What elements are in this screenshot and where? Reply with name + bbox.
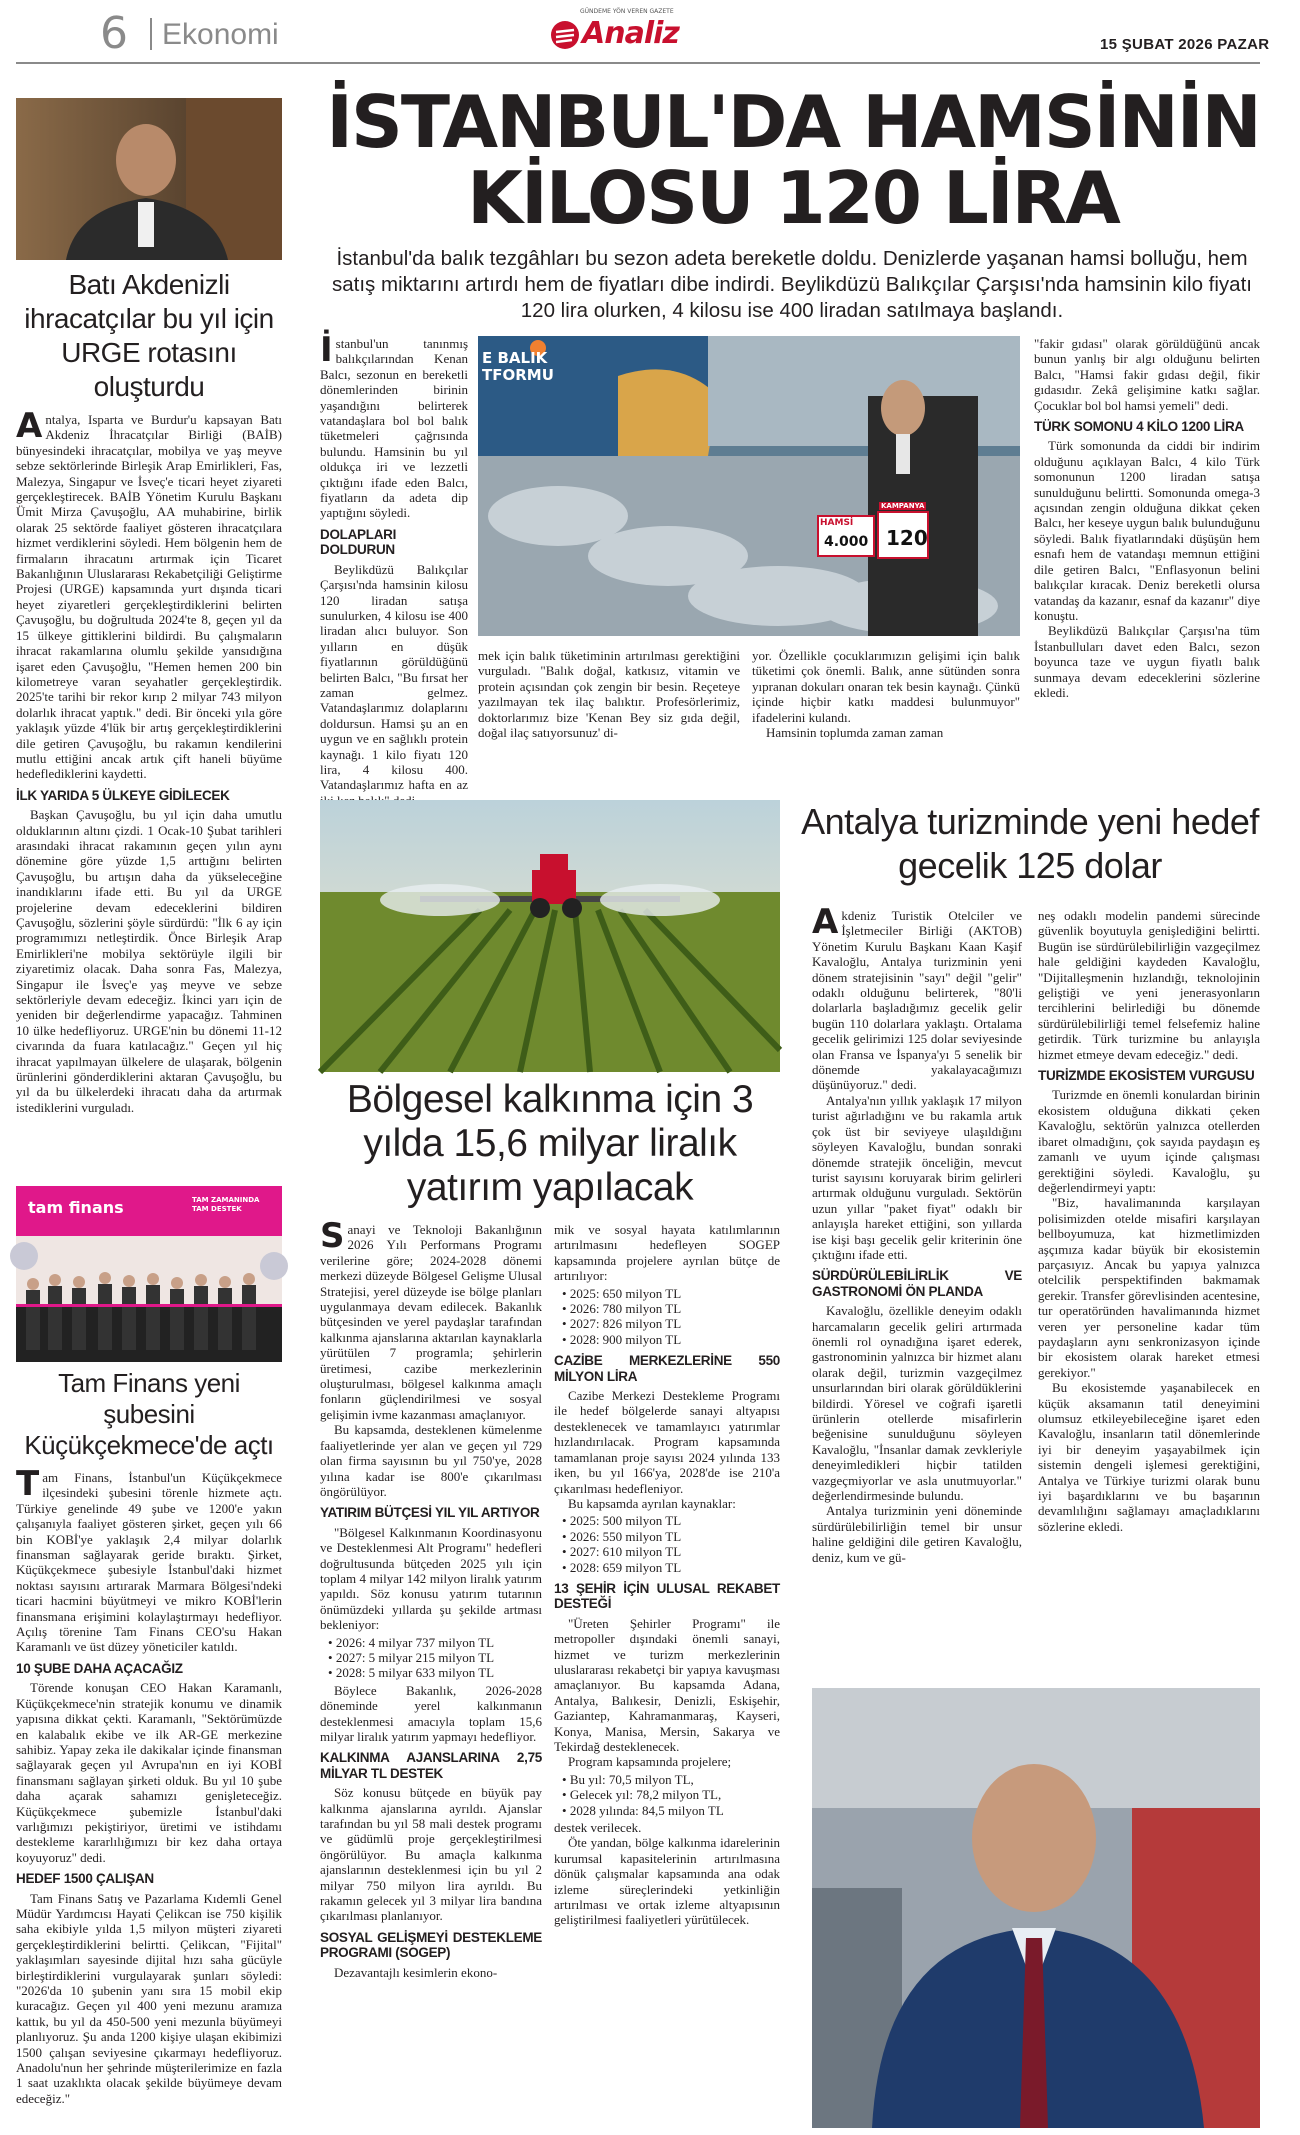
main-col3-subhead: TÜRK SOMONU 4 KİLO 1200 LİRA [1034, 419, 1244, 435]
mid-col2 [554, 1222, 780, 2128]
brand-tagline: GÜNDEME YÖN VEREN GAZETE [580, 8, 674, 15]
fish-market-sign: E BALIK TFORMU [482, 349, 554, 384]
mid-col1-p1: Sanayi ve Teknoloji Bakanlığının 2026 Yılı Performans Programı verilerine göre; 2024-2028 dönemi merkezi düzeyde Bölgesel Gelişme Ulusal Stratejisi, yerel düzeyde ise bölge planları uygulanmaya devam edilecek. Bakanlık bütçesinden ve yerel paydaşlar tarafından kalkınma ajanslarına aktarılan kaynaklarla yürütülen 7 programla; şehirlerin üretimesi, cazibe merkezlerinin oluşturulması, bölgesel kalkınma amaçlı fonların güçlendirilmesi ve sosyal gelişimin ivme kazanması amaçlanıyor. [320, 1216, 542, 1422]
mid-col1-list-item: • 2028: 5 milyar 633 milyon TL [328, 1665, 542, 1680]
header-divider-short [150, 18, 152, 50]
mid-story-headline: Bölgesel kalkınma için 3 yılda 15,6 milyar liralık yatırım yapılacak [346, 1078, 754, 1209]
right-col2-p3: "Biz, havalimanında karşılayan polisimizden otelde misafiri karşılayan bellboyumuza, kat hizmetlimizden aşçımıza kadar büyük bir ekosistemin parçasıyız. Ancak bu yapıya yalnızca otelcilik perspektifinden bakmamak gerekir. Transfer görevlisinden acentesine, tur operatöründen havalimanında hizmet veren yer personeline kadar tüm paydaşların aynı senkronizasyon içinde bir ekosistem olarak hareket etmesi gerekiyor." [1038, 1195, 1260, 1380]
left-story2-subhead2: HEDEF 1500 ÇALIŞAN [16, 1871, 154, 1887]
mid-col1-p3: "Bölgesel Kalkınmanın Koordinasyonu ve Desteklenmesi Alt Programı" hedefleri doğrultusunda bütçeden 2025 yılı için toplam 4 milyar 142 milyon liralık yatırım yapıldı. Söz konusu yatırım tutarının önümüzdeki yıllarda şu şekilde artması bekleniyor: [320, 1524, 542, 1633]
issue-date: 15 ŞUBAT 2026 PAZAR [1100, 36, 1270, 53]
mid-col1-p2: Bu kapsamda, desteklenen kümelenme faaliyetlerinde yer alan ve geçen yıl 729 olan firma sayısının bu yıl 750'ye, 2028 yılına kadar ise 800'e çıkarılması öngörülüyor. [320, 1422, 542, 1499]
brand-logo [550, 8, 730, 54]
mid-col2-p7: Öte yandan, bölge kalkınma idarelerinin kurumsal kapasitelerinin artırılmasına dönük çalışmalar kapsamında ana odak izleme süreçlerindeki yetkinliğin artırılması ve ortak izleme altyapısının geliştirilmesi faaliyetleri yürütülecek. [554, 1835, 780, 1928]
right-col1-p3: Kavaloğlu, özellikle deneyim odaklı harcamaların gecelik geliri artırmada önemli rol oynadığına işaret ederek, gastronominin yalnızca bir hizmet alanı olarak değil, turizmin vazgeçilmez unsurlarından biri olarak görüldüklerini bildirdi. Yöresel ve coğrafi işaretli ürünlerin otellerde misafirlerin beğenisine sunulduğunu söyleyen Kavaloğlu, "İnsanlar damak zevkleriyle deneyimledikleri hiçbir tatilden vazgeçmiyorlar ve asla unutmuyorlar." değerlendirmesinde bulundu. [812, 1303, 1022, 1504]
left-story1-subhead: İLK YARIDA 5 ÜLKEYE GİDİLECEK [16, 787, 230, 803]
brand-name: Analiz [582, 16, 679, 51]
price-tag-label: HAMSİ [820, 518, 854, 528]
mid-col1-p5: Söz konusu bütçede en büyük pay kalkınma ajanslarına ayrıldı. Ajanslar tarafından bu yıl 58 mali destek programı ve güdümlü proje gerçekleştirilmesi öngörülüyor. Bu amaçla kalkınma ajanslarının desteklenmesi için bu yıl 2 milyar 750 milyon lira ayrıldı. Bu rakamın gelecek yıl 3 milyar lira bandına çıkarılması planlanıyor. [320, 1785, 542, 1924]
main-under-col2 [752, 648, 1020, 740]
mid-col2-p2: Cazibe Merkezi Destekleme Programı ile hedef bölgelerde sanayi altyapısı desteklenecek ve tamamlayıcı yatırımlar hızlandırılacak. Program kapsamında tamamlanan proje sayısı 2024 yılında 133 iken, bu yıl 166'ya, 2028'de ise 210'a çıkarılması hedefleniyor. [554, 1388, 780, 1496]
mid-col2-list-item: • 2028: 900 milyon TL [562, 1332, 780, 1347]
right-col2 [1038, 908, 1260, 1682]
mid-col2-list3 [562, 1772, 780, 1818]
mid-col2-list-item: • 2027: 610 milyon TL [562, 1544, 780, 1559]
tamfinans-opening-photo [16, 1186, 282, 1362]
right-col2-p4: Bu ekosistemde yaşanabilecek en küçük aksamanın tatil deneyimini olumsuz etkileyebileceğine işaret eden Kavaloğlu, insanların tatil dönemlerinde iyi bir deneyim yaşayabilmek için sistemin dengeli işlemesi gerektiğini, Antalya ve Türkiye turizmi olarak bunu iyi başardıklarını ve bu başarının devamlılığını sağlamayı amaçladıklarını sözlerine ekledi. [1038, 1380, 1260, 1534]
right-col1-p4: Antalya turizminin yeni döneminde sürdürülebilirliğin temel bir unsur haline geldiğini dile getiren Kavaloğlu, deniz, kum ve gü- [812, 1503, 1022, 1565]
mid-col1-subhead3: SOSYAL GELİŞMEYİ DESTEKLEME PROGRAMI (SOGEP) [320, 1929, 542, 1961]
main-col1-subhead1: DOLAPLARI DOLDURUN [320, 526, 397, 558]
mid-col1-list [328, 1635, 542, 1681]
main-under-col1: mek için balık tüketiminin artırılması gerektiğini vurguladı. "Balık doğal, katkısız, vitamin ve protein açısından çok zengin bir besin. Reçeteye yazılmayan tek ilaç balıktır. Profesörlerimiz, doktorlarımız bize 'Kenan Bey siz gıda değil, doğal ilaç satıyorsunuz' di- [478, 648, 740, 741]
main-col1 [320, 330, 468, 836]
main-col1-p1: İstanbul'un tanınmış balıkçılarından Kenan Balcı, sezonun en bereketli dönemlerinden birinin yaşandığını belirterek vatandaşlara bol bol balık tüketmeleri çağrısında bulundu. Hamsinin bu yıl oldukça iri ve lezzetli çıktığını ifade eden Balcı, fiyatların da adeta dip yaptığını söyledi. [320, 330, 468, 521]
mid-col2-list-item: • 2028: 659 milyon TL [562, 1560, 780, 1575]
brand-logo-icon [550, 20, 580, 50]
page-number: 6 [100, 8, 128, 59]
mid-col2-p3: Bu kapsamda ayrılan kaynaklar: [568, 1495, 736, 1511]
main-deck: İstanbul'da balık tezgâhları bu sezon adeta bereketle doldu. Denizlerde yaşanan hamsi bolluğu, hem satış miktarını artırdı hem de fiyatları dibe indirdi. Beylikdüzü Balıkçılar Çarşısı'nda hamsinin kilo fiyatı 120 lira olurken, 4 kilosu ise 400 liradan satılmaya başlandı. [332, 247, 1252, 322]
page-header [0, 0, 1300, 70]
header-rule [16, 62, 1260, 64]
left-story2-p3: Tam Finans Satış ve Pazarlama Kıdemli Genel Müdür Yardımcısı Hayati Çelikcan ise 750 kişilik saha ekibiyle yılda 1,5 milyon müşteri ziyareti gerçekleştirdiklerini belirtti. Çelikcan, "Fijital" yaklaşımları sayesinde dijital hızı saha gücüyle birleştirdiklerini vurgulayarak şunları söyledi: "2026'da 10 şubenin yanı sıra 15 mobil ekip kuracağız. Geçen yıl 400 yeni mezunu aramıza kattık, bu yıl da 450-500 yeni mezunla büyümeyi planlıyoruz. Şu anda 1200 kişiye ulaşan ekibimizi 1500 çalışan seviyesine çıkarmayı hedefliyoruz. Anadolu'nun her şehrinde müşterilerimize en fazla 1 saat uzaklıkta olacak şekilde büyümeye devam edeceğiz." [16, 1890, 282, 2106]
tamfinans-photo-banner: TAM ZAMANINDA TAM DESTEK [192, 1196, 260, 1213]
left-story1-p2: Başkan Çavuşoğlu, bu yıl için daha umutlu olduklarının altını çizdi. 1 Ocak-10 Şubat tarihleri arasındaki ihracat rakamının geçen yılın aynı dönemine göre yüzde 1,5 arttığını belirten Çavuşoğlu, bu artışın daha da yükseleceğine inandıklarını ifade etti. Bu yıl da URGE projelerine devam edeceklerini bildiren Çavuşoğlu, sözlerini şöyle sürdürdü: "İlk 6 ay için programımızı netleştirdik. Önce Birleşik Arap Emirlikleri'ne mobilya sektörüyle ilgili bir ziyaretimiz olacak. Daha sonra Fas, Malezya, Singapur ile İsveç'e yaş meyve ve sebze sektörleriyle devam edeceğiz. İkinci yarı için de yeniden bir değerlendirme yapacağız. Tahminen 10 ülke hedefliyoruz. URGE'nin bu dönemi 11-12 civarında da fuara katılacağız." Geçen yıl hiç ihracat yapılmayan ülkelere de ulaşarak, bölgenin ürünlerini gönderdiklerini aktaran Çavuşoğlu, bu yıl da bu ülkelerdeki ihracatı daha da artırmak istediklerini vurguladı. [16, 807, 282, 1115]
mid-col2-list-item: • Bu yıl: 70,5 milyon TL, [562, 1772, 780, 1787]
main-headline-line1: İSTANBUL'DA HAMSİNİN [326, 80, 1260, 164]
mid-col1-p6: Dezavantajlı kesimlerin ekono- [334, 1964, 498, 1980]
mid-col2-list-item: • 2026: 550 milyon TL [562, 1529, 780, 1544]
mid-col1-list-item: • 2027: 5 milyar 215 milyon TL [328, 1650, 542, 1665]
price-tag-label2: KAMPANYA [881, 502, 925, 510]
tractor-field-photo [320, 800, 780, 1072]
left-story1-p1: Antalya, Isparta ve Burdur'u kapsayan Batı Akdeniz İhracatçılar Birliği (BAİB) bünyesindeki ihracatçılar, mobilya ve yaş meyve sebze sektörlerinde Birleşik Arap Emirlikleri, Fas, Malezya, Singapur ve İsveç'e ticari heyet ziyareti gerçekleştirecek. BAİB Yönetim Kurulu Başkanı Ümit Mirza Çavuşoğlu, AA muhabirine, birlik olarak 25 sektörde faaliyet gösteren ihracatçılara hizmet verdiklerini söyledi. Hem bölgenin hem de firmaların ihracatını artırmak için Ticaret Bakanlığının Uluslararası Rekabetçiliği Geliştirme Projesi (URGE) kapsamında yurt dışında ticari heyet ziyaretleri gerçekleştirdiklerini belirten Çavuşoğlu, bu doğrultuda 2024'te 8, geçen yıl da 15 ülkeye gittiklerini bildirdi. Bu çalışmaların ihracat rakamlarına olumlu şekilde yansıdığına işaret eden Çavuşoğlu, "Hemen hemen 200 bin kilometreye varan seyahatler gerçekleştirdik. 2025'te tarihi bir rekor kırıp 2 milyar 743 milyon dolarlık ihracat yaptık." dedi. Bir önceki yıla göre yaklaşık yüzde 4'lük bir artış gerçekleştirdiklerini dile getiren Çavuşoğlu, bu rakamın kendilerini mutlu ettiğini ancak artık çift haneli büyüme hedeflediklerini kaydetti. [16, 406, 282, 782]
mid-col2-p5: Program kapsamında projelere; [568, 1754, 732, 1770]
main-col3-p2: Türk somonunda da ciddi bir indirim olduğunu açıklayan Balcı, 4 kilo Türk somonunun 1200 liradan satışa sunulduğunu belirtti. Somonunda omega-3 açısından zengin olduğuna dikkat çeken Balcı, her keseye uygun balık bulunduğunu söyledi. Balık fiyatlarındaki düşüşün hem esnafı hem de vatandaşı memnun ettiğini dile getiren Balcı, "Enflasyonun belini balıkçılar kıracak. Deniz bereketli olursa vatandaş da kazanır, esnaf da kazanır" diye konuştu. [1034, 438, 1261, 623]
main-col3-p3: Beylikdüzü Balıkçılar Çarşısı'na tüm İstanbulluları davet eden Balcı, sezon boyunca taze ve uygun fiyatlı balık sunmaya devam edeceklerini sözlerine ekledi. [1034, 623, 1260, 700]
left-story2-body [16, 1464, 282, 2125]
mid-col1-p4: Böylece Bakanlık, 2026-2028 döneminde yerel kalkınmanın desteklenmesi amacıyla toplam 15,6 milyar liralık yatırım yapmayı hedefliyor. [320, 1682, 542, 1744]
mid-col2-p1: mik ve sosyal hayata katılımlarının artırılmasını hedefleyen SOGEP kapsamında projelere ayrılan bütçe de artırılıyor: [554, 1222, 780, 1284]
right-col2-p1: neş odaklı modelin pandemi sürecinde güvenlik boyutuyla genişlediğini belirtti. Bugün ise sürdürülebilirliğin vazgeçilmez hale geldiğini kaydeden Kavaloğlu, "Dijitalleşmenin hızlandığı, teknolojinin geliştiği ve yeni jenerasyonların tercihlerini belirlediği bu dönemde sürdürülebilirliği temel felsefemiz haline getirdik. Türk turizmine bu anlayışla hizmet etmeye devam edeceğiz." dedi. [1038, 908, 1260, 1062]
section-name: Ekonomi [162, 18, 279, 51]
mid-col2-list-item: • Gelecek yıl: 78,2 milyon TL, [562, 1787, 780, 1802]
mid-col1 [320, 1216, 542, 2128]
mid-col1-list-item: • 2026: 4 milyar 737 milyon TL [328, 1635, 542, 1650]
right-col2-p2: Turizmde en önemli konulardan birinin ekosistem olduğuna dikkati çeken Kavaloğlu, sektörün yalnızca otellerden ibaret olmadığını, çok sayıda paydaşın eş zamanlı ve uyum içinde çalışması gerektiğini söyledi. Kavaloğlu, şu değerlendirmeyi yaptı: [1038, 1087, 1260, 1195]
mid-col2-p4: "Üreten Şehirler Programı" ile metropoller dışındaki önemli sanayi, hizmet ve turizm merkezlerinin uluslararası rekabetçi bir yapıya kavuşması amaçlanıyor. Bu kapsamda Adana, Antalya, Balıkesir, Denizli, Eskişehir, Gaziantep, Kahramanmaraş, Kayseri, Konya, Manisa, Mersin, Sakarya ve Tekirdağ desteklenecek. [554, 1615, 780, 1754]
price-tag-2: 120 [886, 526, 928, 550]
main-headline-line2: KİLOSU 120 LİRA [467, 156, 1119, 240]
main-col3-p1: "fakir gıdası" olarak görüldüğünü ancak bunun yanlış bir algı olduğunu belirten Balcı, "Hamsi fakir gıdası değil, fikir gıdasıdır. Zekâ gelişimine katkı sağlar. Çocuklar bol bol hamsi yemeli" dedi. [1034, 336, 1260, 413]
left-story1-body [16, 406, 282, 1180]
left-story1-headline: Batı Akdenizli ihracatçılar bu yıl için URGE rotasını oluşturdu [24, 269, 274, 402]
mid-col2-list1 [562, 1286, 780, 1348]
main-under-col2-p1: yor. Özellikle çocuklarımızın gelişimi için balık tüketimi çok önemli. Balık, anne sütünden sonra yıpranan dokuları onaran tek besin kaynağı. Çünkü içinde hiçbir katkı maddesi bulunmuyor" ifadelerini kulandı. [752, 648, 1020, 725]
portrait-photo-kavaloglu [812, 1688, 1260, 2128]
main-under-col2-p2: Hamsinin toplumda zaman zaman [766, 725, 944, 741]
tamfinans-photo-brand: tam finans [28, 1198, 124, 1217]
right-col1 [812, 902, 1022, 1682]
main-col1-p2: Beylikdüzü Balıkçılar Çarşısı'nda hamsinin kilosu 120 liradan satışa sunulurken, 4 kilosu ise 400 liradan alıcı buluyor. Son yılların en düşük fiyatlarının görüldüğünü belirten Balcı, "Bu fırsat her zaman gelmez. Vatandaşlarımız dolaplarını doldursun. Hamsi şu an en uygun ve en sağlıklı protein kaynağı. 1 kilo fiyatı 120 lira, 4 kilosu 400. Vatandaşlarımız hafta en az [320, 561, 468, 793]
portrait-photo-cavusoglu [16, 98, 282, 260]
mid-col1-subhead1: YATIRIM BÜTÇESİ YIL YIL ARTIYOR [320, 1505, 540, 1521]
mid-col2-list-item: • 2025: 650 milyon TL [562, 1286, 780, 1301]
right-col1-subhead: SÜRDÜRÜLEBİLİRLİK VE GASTRONOMİ ÖN PLANDA [812, 1268, 1022, 1299]
left-story2-subhead1: 10 ŞUBE DAHA AÇACAĞIZ [16, 1660, 183, 1676]
mid-col1-subhead2: KALKINMA AJANSLARINA 2,75 MİLYAR TL DESTEK [320, 1750, 542, 1781]
mid-col2-p6: destek verilecek. [554, 1820, 642, 1836]
mid-col2-list-item: • 2026: 780 milyon TL [562, 1301, 780, 1316]
mid-col2-list2 [562, 1513, 780, 1575]
left-story2-headline: Tam Finans yeni şubesini Küçükçekmece'de açtı [24, 1368, 274, 1460]
mid-col2-subhead2: 13 ŞEHİR İÇİN ULUSAL REKABET DESTEĞİ [554, 1580, 780, 1612]
right-story-headline: Antalya turizminde yeni hedef gecelik 125 dolar [801, 801, 1259, 886]
right-col1-p2: Antalya'nın yıllık yaklaşık 17 milyon turist ağırladığını ve bu rakamla artık çok üst bir seviyeye ulaşıldığını söyleyen Kavaloğlu, bundan sonraki dönemde stratejik önceliğin, mevcut turist sayısını koruyarak birim gelirleri artırmak olduğunu vurguladı. Sektörün uzun yıllar "paket fiyat" odaklı bir anlayışla hareket ettiğini, son yıllarda ise kişi başı gecelik gelir kriterinin öne çıktığını ifade etti. [812, 1092, 1022, 1262]
main-col3 [1034, 336, 1260, 772]
right-col2-subhead: TURİZMDE EKOSİSTEM VURGUSU [1038, 1068, 1255, 1084]
mid-col2-subhead1: CAZİBE MERKEZLERİNE 550 MİLYON LİRA [554, 1353, 780, 1384]
right-col1-p1: Akdeniz Turistik Otelciler ve İşletmeciler Birliği (AKTOB) Yönetim Kurulu Başkanı Kaan Kaşif Kavaloğlu, Antalya turizminin yeni dönem stratejisinin "sayı" değil "gelir" odaklı olduğunu belirterek, "80'li dolarlarla başladığımız gecelik gelir bugün 110 dolarlara yaklaştı. Ortalama gecelik gelirimizi 125 dolar seviyesinde olan Fransa ve İspanya'yı 5 senelik bir dönemde yakalayacağımızı düşünüyoruz." dedi. [812, 902, 1022, 1093]
mid-col2-list-item: • 2025: 500 milyon TL [562, 1513, 780, 1528]
mid-col2-list-item: • 2028 yılında: 84,5 milyon TL [562, 1803, 780, 1818]
fish-market-photo [478, 336, 1020, 636]
mid-col2-list-item: • 2027: 826 milyon TL [562, 1316, 780, 1331]
left-story2-p1: Tam Finans, İstanbul'un Küçükçekmece ilçesindeki şubesini törenle hizmete açtı. Türkiye genelinde 49 şube ve 1200'e yakın çalışanıyla faaliyet gösteren şirket, geçen yılı 66 bin KOBİ'ye yaklaşık 2,4 milyar dolarlık finansman sağlayarak geride bıraktı. Şirket, Küçükçekmece şubesiyle İstanbul'daki hizmet noktası sayısını artırarak Marmara Bölgesi'ndeki ticari hacmini büyütmeyi ve mikro KOBİ'lerin finansmana erişimini kolaylaştırmayı hedefliyor. Açılış törenine Tam Finans CEO'su Hakan Karamanlı ve üst düzey yöneticiler katıldı. [16, 1464, 282, 1655]
price-tag-1: 4.000 [824, 534, 869, 550]
left-story2-p2: Törende konuşan CEO Hakan Karamanlı, Küçükçekmece'nin stratejik konumu ve dinamik yapısına dikkat çekti. Karamanlı, "Sektörümüzde en kalabalık ekibe ve ilk AR-GE merkezine sahibiz. Yapay zeka ile dakikalar içinde finansman sağlayarak geçen yıl Avrupa'nın en iyi KOBİ finansmanı sağlayan şirketi olduk. Bu yıl 10 şube daha açarak sahamızı genişleteceğiz. Küçükçekmece şubemizle İstanbul'daki varlığımızı pekiştiriyor, üretimi ve istihdamı destekleme kararlılığımızı bir kez daha ortaya koyuyoruz" dedi. [16, 1680, 282, 1865]
